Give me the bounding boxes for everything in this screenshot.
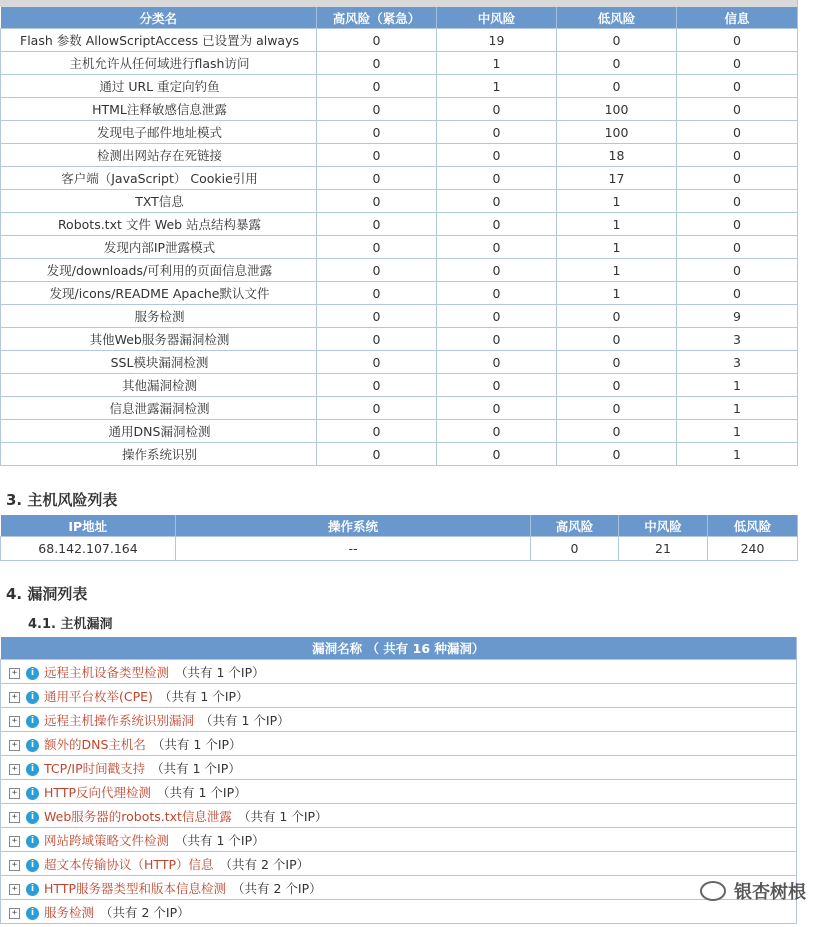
category-row[interactable] — [1, 397, 798, 420]
cell-medium: 0 — [437, 213, 557, 236]
vuln-row[interactable] — [1, 852, 797, 876]
col-header-host-low[interactable]: 低风险 — [708, 515, 798, 537]
vuln-row[interactable] — [1, 804, 797, 828]
cell-info: 0 — [677, 52, 798, 75]
cell-category: 其他Web服务器漏洞检测 — [1, 328, 317, 351]
cell-info: 1 — [677, 443, 798, 466]
category-row[interactable] — [1, 420, 798, 443]
watermark — [700, 876, 820, 906]
cell-info: 0 — [677, 213, 798, 236]
cell-info: 0 — [677, 259, 798, 282]
cell-medium: 0 — [437, 351, 557, 374]
cell-category: 检测出网站存在死链接 — [1, 144, 317, 167]
col-header-host-medium[interactable]: 中风险 — [619, 515, 708, 537]
host-ip[interactable]: 68.142.107.164 — [1, 537, 176, 561]
cell-low: 0 — [557, 305, 677, 328]
cell-high: 0 — [317, 167, 437, 190]
cell-category: 服务检测 — [1, 305, 317, 328]
info-circle-icon: i — [26, 811, 39, 824]
vuln-row[interactable] — [1, 708, 797, 732]
category-row[interactable] — [1, 98, 798, 121]
vuln-name-link[interactable]: 超文本传输协议（HTTP）信息 — [44, 856, 214, 872]
col-header-high[interactable]: 高风险（紧急） — [317, 7, 437, 29]
cell-medium: 1 — [437, 75, 557, 98]
info-circle-icon: i — [26, 739, 39, 752]
cell-category: 客户端（JavaScript） Cookie引用 — [1, 167, 317, 190]
cell-high: 0 — [317, 98, 437, 121]
vuln-row[interactable] — [1, 876, 797, 900]
vuln-name-link[interactable]: 通用平台枚举(CPE) — [44, 688, 153, 704]
info-circle-icon: i — [26, 667, 39, 680]
cell-low: 0 — [557, 420, 677, 443]
vuln-cell[interactable] — [1, 852, 797, 876]
cell-low: 100 — [557, 98, 677, 121]
vuln-ip-count: （共有 2 个IP） — [100, 904, 190, 920]
subsection-title-host-vulns: 4.1. 主机漏洞 — [28, 617, 113, 632]
expand-plus-icon[interactable]: + — [9, 788, 20, 799]
cell-medium: 0 — [437, 98, 557, 121]
cell-category: 发现内部IP泄露模式 — [1, 236, 317, 259]
vuln-name-link[interactable]: Web服务器的robots.txt信息泄露 — [44, 808, 232, 824]
category-row[interactable] — [1, 328, 798, 351]
expand-plus-icon[interactable]: + — [9, 740, 20, 751]
cell-medium: 0 — [437, 374, 557, 397]
expand-plus-icon[interactable]: + — [9, 884, 20, 895]
cell-info: 0 — [677, 98, 798, 121]
vuln-ip-count: （共有 1 个IP） — [175, 832, 265, 848]
cell-category: 发现/downloads/可利用的页面信息泄露 — [1, 259, 317, 282]
info-circle-icon: i — [26, 835, 39, 848]
cell-high: 0 — [317, 259, 437, 282]
vuln-cell[interactable] — [1, 900, 797, 924]
vuln-cell[interactable] — [1, 756, 797, 780]
category-row[interactable] — [1, 351, 798, 374]
category-table-header — [1, 7, 798, 29]
cell-high: 0 — [317, 144, 437, 167]
cell-low: 1 — [557, 282, 677, 305]
vuln-ip-count: （共有 1 个IP） — [158, 688, 249, 704]
vuln-name-link[interactable]: HTTP反向代理检测 — [44, 784, 151, 800]
expand-plus-icon[interactable]: + — [9, 812, 20, 823]
cell-low: 1 — [557, 236, 677, 259]
cell-medium: 1 — [437, 52, 557, 75]
cell-medium: 0 — [437, 259, 557, 282]
category-row[interactable] — [1, 282, 798, 305]
vuln-row[interactable] — [1, 684, 797, 708]
category-row[interactable] — [1, 52, 798, 75]
cell-low: 100 — [557, 121, 677, 144]
cell-low: 0 — [557, 29, 677, 52]
vuln-cell[interactable] — [1, 708, 797, 732]
col-header-category[interactable]: 分类名 — [1, 7, 317, 29]
col-header-low[interactable]: 低风险 — [557, 7, 677, 29]
cell-category: 通过 URL 重定向钓鱼 — [1, 75, 317, 98]
vuln-cell[interactable] — [1, 876, 797, 900]
category-row[interactable] — [1, 167, 798, 190]
vuln-ip-count: （共有 1 个IP） — [151, 736, 242, 752]
vuln-row[interactable] — [1, 828, 797, 852]
vuln-ip-count: （共有 1 个IP） — [175, 664, 265, 680]
cell-high: 0 — [317, 351, 437, 374]
cell-info: 0 — [677, 236, 798, 259]
cell-info: 1 — [677, 374, 798, 397]
cell-info: 0 — [677, 282, 798, 305]
cell-low: 0 — [557, 328, 677, 351]
host-row[interactable] — [1, 537, 798, 561]
cell-high: 0 — [317, 121, 437, 144]
vuln-ip-count: （共有 1 个IP） — [157, 784, 247, 800]
category-row[interactable] — [1, 236, 798, 259]
vuln-table — [0, 637, 797, 924]
vuln-row[interactable] — [1, 732, 797, 756]
col-header-medium[interactable]: 中风险 — [437, 7, 557, 29]
cell-medium: 19 — [437, 29, 557, 52]
vuln-ip-count: （共有 1 个IP） — [151, 760, 241, 776]
cell-low: 0 — [557, 443, 677, 466]
cell-category: SSL模块漏洞检测 — [1, 351, 317, 374]
category-row[interactable] — [1, 144, 798, 167]
cell-high: 0 — [317, 52, 437, 75]
cell-info: 0 — [677, 190, 798, 213]
cell-high: 0 — [317, 75, 437, 98]
category-row[interactable] — [1, 443, 798, 466]
cell-info: 1 — [677, 420, 798, 443]
col-header-vuln-name: 漏洞名称 （ 共有 16 种漏洞） — [1, 637, 797, 660]
vuln-name-link[interactable]: 网站跨域策略文件检测 — [44, 832, 170, 848]
vuln-name-link[interactable]: HTTP服务器类型和版本信息检测 — [44, 880, 226, 896]
vuln-name-link[interactable]: TCP/IP时间戳支持 — [44, 760, 146, 776]
cell-category: 操作系统识别 — [1, 443, 317, 466]
expand-plus-icon[interactable]: + — [9, 860, 20, 871]
cell-medium: 0 — [437, 328, 557, 351]
cell-category: TXT信息 — [1, 190, 317, 213]
cell-medium: 0 — [437, 144, 557, 167]
cell-high: 0 — [317, 190, 437, 213]
vuln-row[interactable] — [1, 780, 797, 804]
cell-medium: 0 — [437, 167, 557, 190]
col-header-os[interactable]: 操作系统 — [176, 515, 531, 537]
host-table-header — [1, 515, 798, 537]
cell-high: 0 — [317, 282, 437, 305]
cell-low: 0 — [557, 75, 677, 98]
host-high: 0 — [531, 537, 619, 561]
category-row[interactable] — [1, 190, 798, 213]
vuln-cell[interactable] — [1, 780, 797, 804]
vuln-cell[interactable] — [1, 660, 797, 684]
cell-category: 其他漏洞检测 — [1, 374, 317, 397]
info-circle-icon: i — [26, 691, 39, 704]
info-circle-icon: i — [26, 883, 39, 896]
cell-medium: 0 — [437, 397, 557, 420]
info-circle-icon: i — [26, 763, 39, 776]
cell-low: 0 — [557, 52, 677, 75]
cell-low: 0 — [557, 397, 677, 420]
vuln-cell[interactable] — [1, 732, 797, 756]
vuln-name-link[interactable]: 远程主机设备类型检测 — [44, 664, 170, 680]
cell-medium: 0 — [437, 282, 557, 305]
cell-medium: 0 — [437, 420, 557, 443]
expand-plus-icon[interactable]: + — [9, 764, 20, 775]
cell-high: 0 — [317, 305, 437, 328]
category-row[interactable] — [1, 75, 798, 98]
vuln-row[interactable] — [1, 756, 797, 780]
host-os: -- — [176, 537, 531, 561]
cell-category: 发现电子邮件地址模式 — [1, 121, 317, 144]
host-risk-table — [0, 515, 798, 561]
cell-high: 0 — [317, 397, 437, 420]
vuln-ip-count: （共有 2 个IP） — [232, 880, 322, 896]
category-row[interactable] — [1, 121, 798, 144]
cell-high: 0 — [317, 374, 437, 397]
cell-category: 信息泄露漏洞检测 — [1, 397, 317, 420]
info-circle-icon: i — [26, 787, 39, 800]
cell-medium: 0 — [437, 236, 557, 259]
vuln-name-link[interactable]: 服务检测 — [44, 904, 95, 920]
expand-plus-icon[interactable]: + — [9, 836, 20, 847]
section-title-vuln-list: 4. 漏洞列表 — [6, 585, 88, 603]
vuln-name-link[interactable]: 远程主机操作系统识别漏洞 — [44, 712, 195, 728]
vuln-ip-count: （共有 1 个IP） — [200, 712, 290, 728]
vuln-name-link[interactable]: 额外的DNS主机名 — [44, 736, 146, 752]
cell-category: 发现/icons/README Apache默认文件 — [1, 282, 317, 305]
cell-high: 0 — [317, 236, 437, 259]
cell-high: 0 — [317, 29, 437, 52]
cell-high: 0 — [317, 213, 437, 236]
cell-medium: 0 — [437, 443, 557, 466]
cell-info: 3 — [677, 351, 798, 374]
col-header-ip[interactable]: IP地址 — [1, 515, 176, 537]
vuln-ip-count: （共有 2 个IP） — [219, 856, 310, 872]
cell-low: 18 — [557, 144, 677, 167]
cell-medium: 0 — [437, 190, 557, 213]
host-low: 240 — [708, 537, 798, 561]
cell-high: 0 — [317, 443, 437, 466]
vuln-ip-count: （共有 1 个IP） — [237, 808, 328, 824]
cell-category: 主机允许从任何域进行flash访问 — [1, 52, 317, 75]
wechat-icon — [700, 881, 726, 901]
cell-low: 0 — [557, 351, 677, 374]
cell-low: 1 — [557, 259, 677, 282]
vuln-row[interactable] — [1, 900, 797, 924]
cell-low: 0 — [557, 374, 677, 397]
cell-info: 3 — [677, 328, 798, 351]
cell-info: 0 — [677, 121, 798, 144]
cell-info: 1 — [677, 397, 798, 420]
vuln-table-header — [1, 637, 797, 660]
vuln-cell[interactable] — [1, 684, 797, 708]
vuln-row[interactable] — [1, 660, 797, 684]
section-title-host-risk: 3. 主机风险列表 — [6, 491, 118, 509]
cell-high: 0 — [317, 328, 437, 351]
category-table — [0, 7, 798, 466]
expand-plus-icon[interactable]: + — [9, 716, 20, 727]
expand-plus-icon[interactable]: + — [9, 908, 20, 919]
cell-low: 1 — [557, 213, 677, 236]
expand-plus-icon[interactable]: + — [9, 692, 20, 703]
category-row[interactable] — [1, 305, 798, 328]
cell-low: 17 — [557, 167, 677, 190]
info-circle-icon: i — [26, 907, 39, 920]
cell-category: 通用DNS漏洞检测 — [1, 420, 317, 443]
col-header-host-high[interactable]: 高风险 — [531, 515, 619, 537]
cell-medium: 0 — [437, 121, 557, 144]
cell-info: 0 — [677, 144, 798, 167]
category-row[interactable] — [1, 259, 798, 282]
expand-plus-icon[interactable]: + — [9, 668, 20, 679]
vuln-cell[interactable] — [1, 828, 797, 852]
cell-category: Robots.txt 文件 Web 站点结构暴露 — [1, 213, 317, 236]
cell-info: 9 — [677, 305, 798, 328]
cell-low: 1 — [557, 190, 677, 213]
vuln-cell[interactable] — [1, 804, 797, 828]
category-row[interactable] — [1, 29, 798, 52]
col-header-info[interactable]: 信息 — [677, 7, 798, 29]
category-row[interactable] — [1, 213, 798, 236]
cell-info: 0 — [677, 29, 798, 52]
info-circle-icon: i — [26, 715, 39, 728]
cell-category: Flash 参数 AllowScriptAccess 已设置为 always — [1, 29, 317, 52]
cell-info: 0 — [677, 75, 798, 98]
cell-category: HTML注释敏感信息泄露 — [1, 98, 317, 121]
top-scroll-edge — [0, 0, 798, 7]
cell-high: 0 — [317, 420, 437, 443]
cell-info: 0 — [677, 167, 798, 190]
category-row[interactable] — [1, 374, 798, 397]
watermark-text: 银杏树根 — [734, 882, 806, 903]
host-medium: 21 — [619, 537, 708, 561]
info-circle-icon: i — [26, 859, 39, 872]
cell-medium: 0 — [437, 305, 557, 328]
